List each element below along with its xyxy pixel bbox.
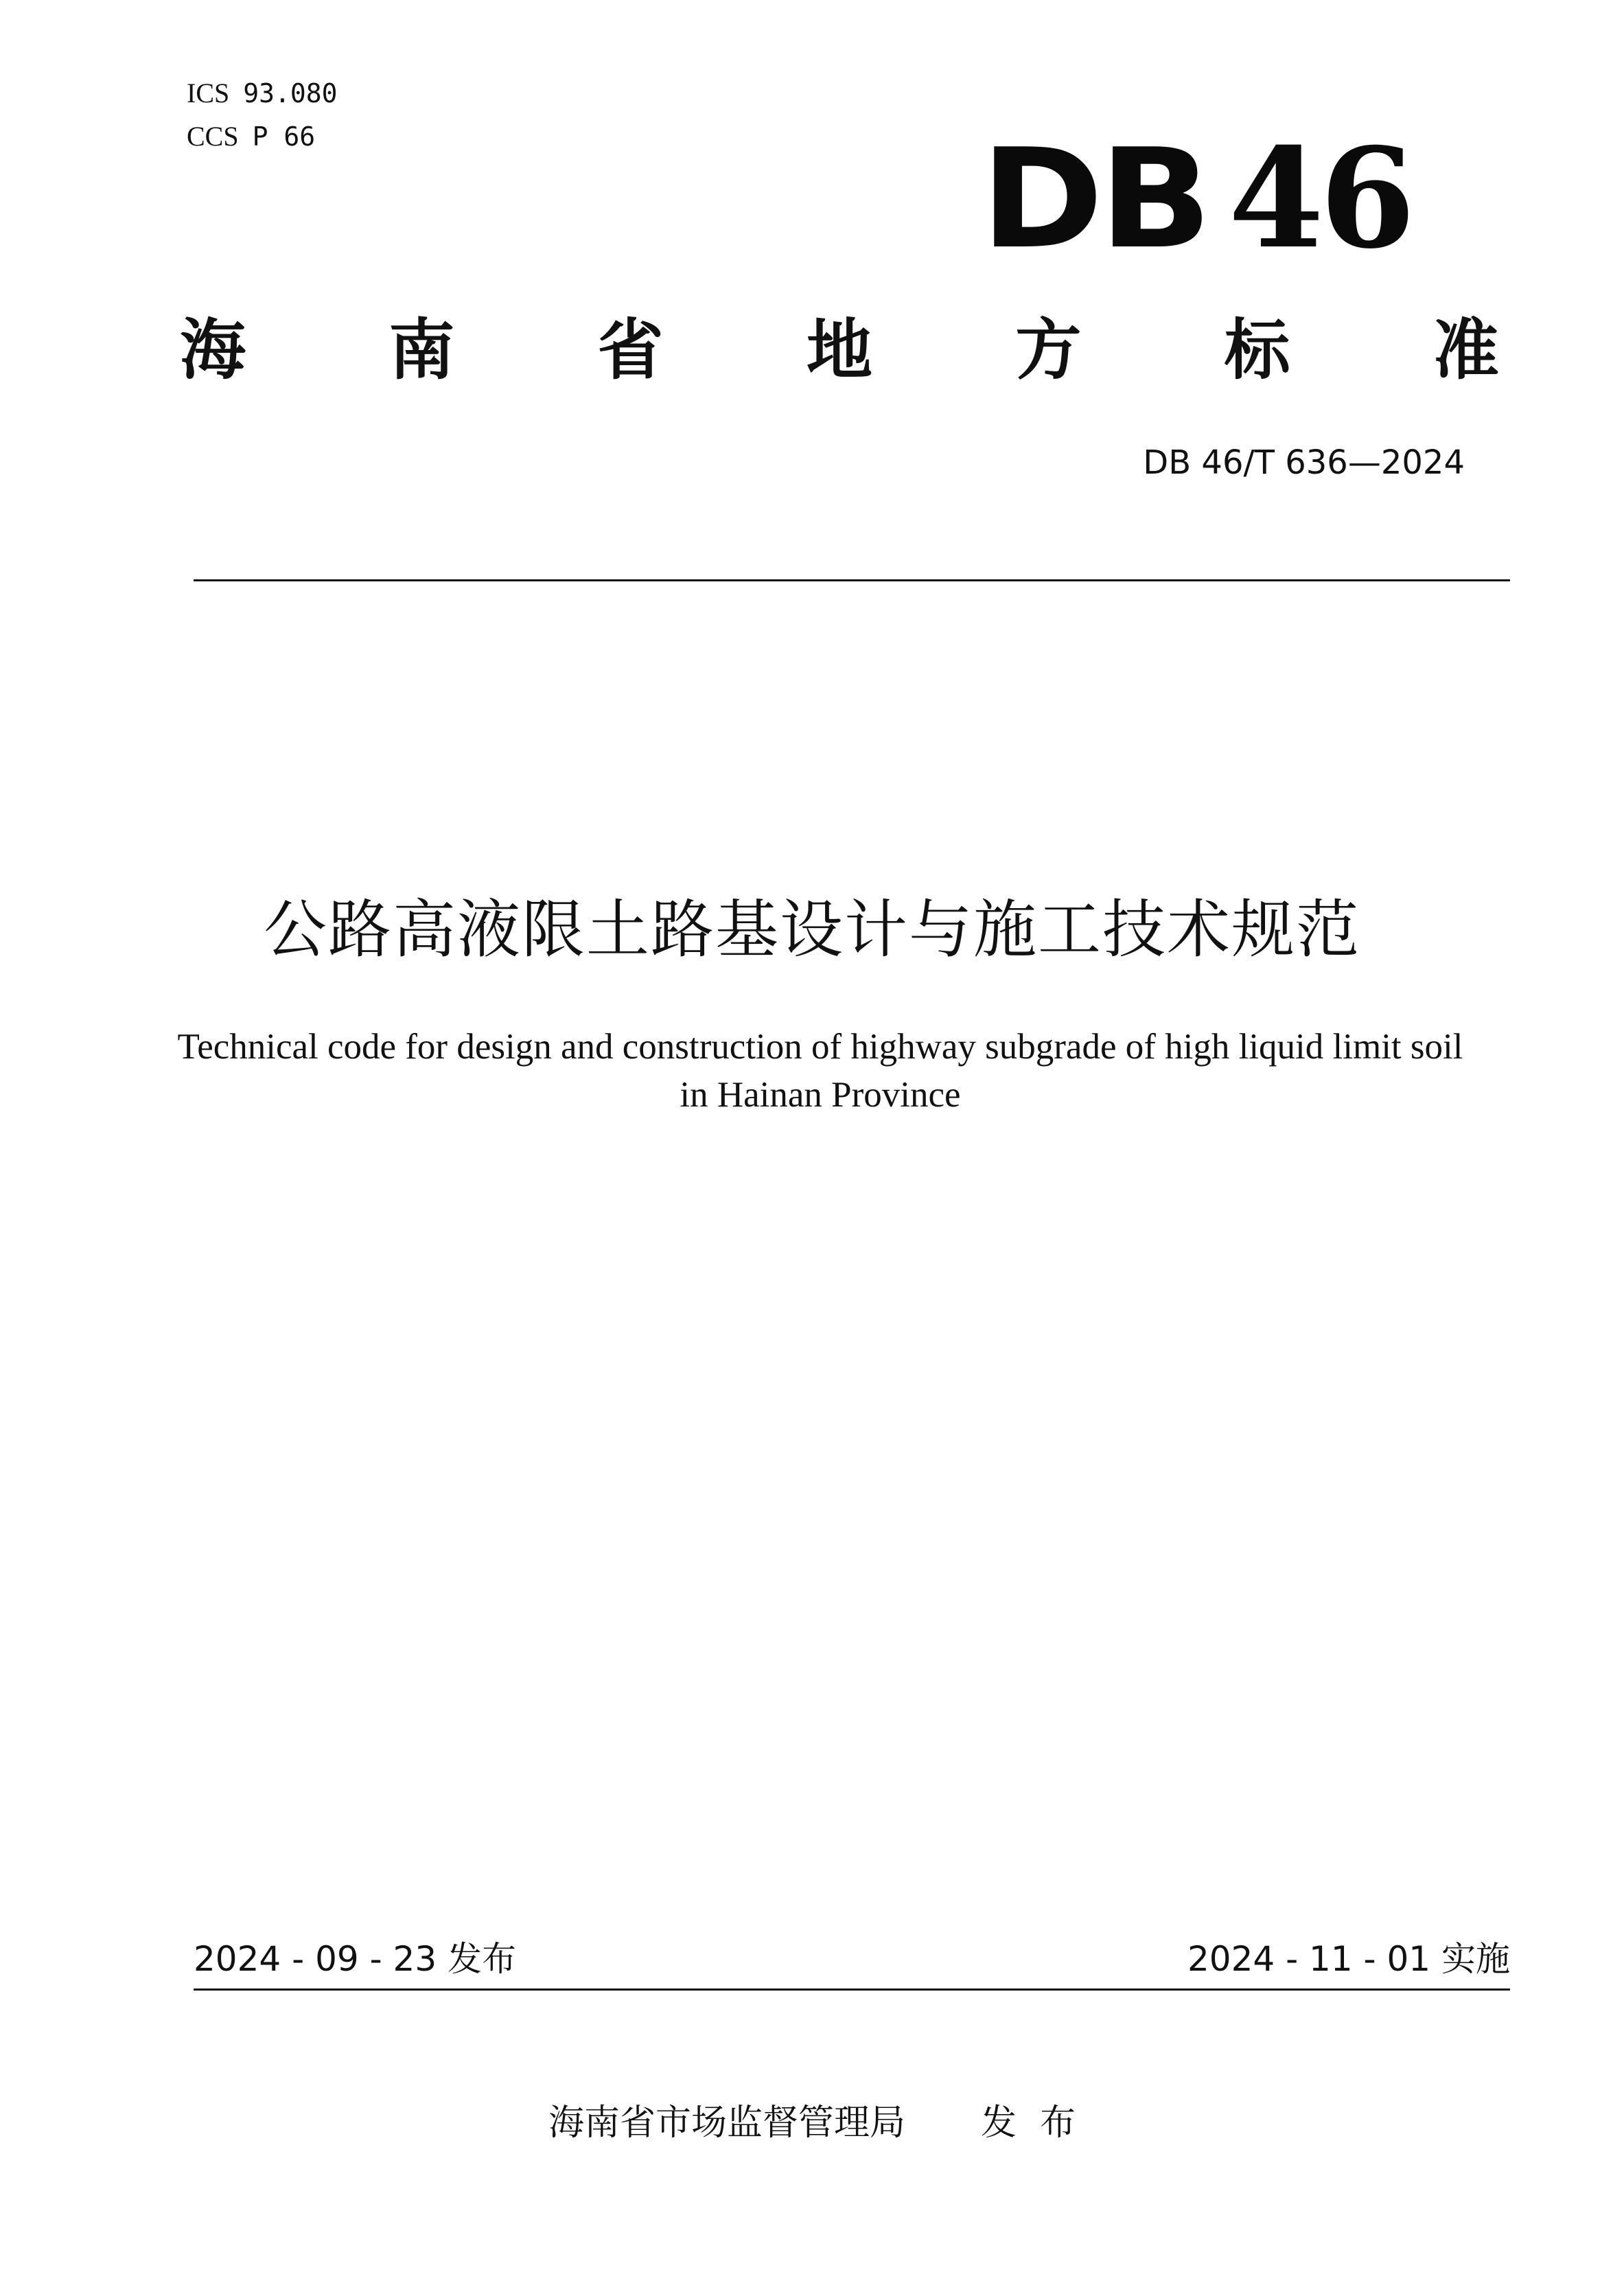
ccs-number: P 66 <box>252 121 316 152</box>
db-logo-digits: 46 <box>1228 118 1411 279</box>
standard-type-char: 方 <box>1015 312 1082 389</box>
standard-type-char: 地 <box>806 312 872 389</box>
db46-logo <box>980 118 1411 279</box>
bottom-divider <box>194 1988 1510 1991</box>
db-logo-letters: DB <box>980 119 1208 279</box>
implementation-date: 2024 - 11 - 01 实施 <box>1187 1939 1510 1979</box>
ccs-label: CCS <box>187 121 239 152</box>
title-chinese: 公路高液限土路基设计与施工技术规范 <box>263 893 1360 966</box>
standard-type-heading <box>180 312 1499 388</box>
top-divider <box>194 579 1510 581</box>
ics-label: ICS <box>187 78 230 108</box>
standard-number: DB 46/T 636—2024 <box>1143 443 1465 482</box>
title-english: Technical code for design and construction of highway subgrade of high liquid limit soil in Hainan Province <box>177 1027 1463 1115</box>
ccs-code <box>187 120 315 153</box>
standard-type-char: 海 <box>180 312 246 389</box>
standard-type-char: 南 <box>388 312 455 389</box>
ics-code <box>187 77 338 110</box>
ics-number: 93.080 <box>243 78 338 108</box>
standard-type-char: 准 <box>1432 312 1499 389</box>
issuer-action-char: 发 <box>980 2102 1017 2144</box>
standard-type-char: 省 <box>597 312 664 389</box>
issuer-action-char: 布 <box>1040 2102 1076 2144</box>
issuer-line <box>0 2100 1624 2146</box>
issuer-name: 海南省市场监督管理局 <box>548 2102 905 2144</box>
issue-date: 2024 - 09 - 23 发布 <box>194 1939 517 1979</box>
standard-type-char: 标 <box>1224 312 1290 389</box>
